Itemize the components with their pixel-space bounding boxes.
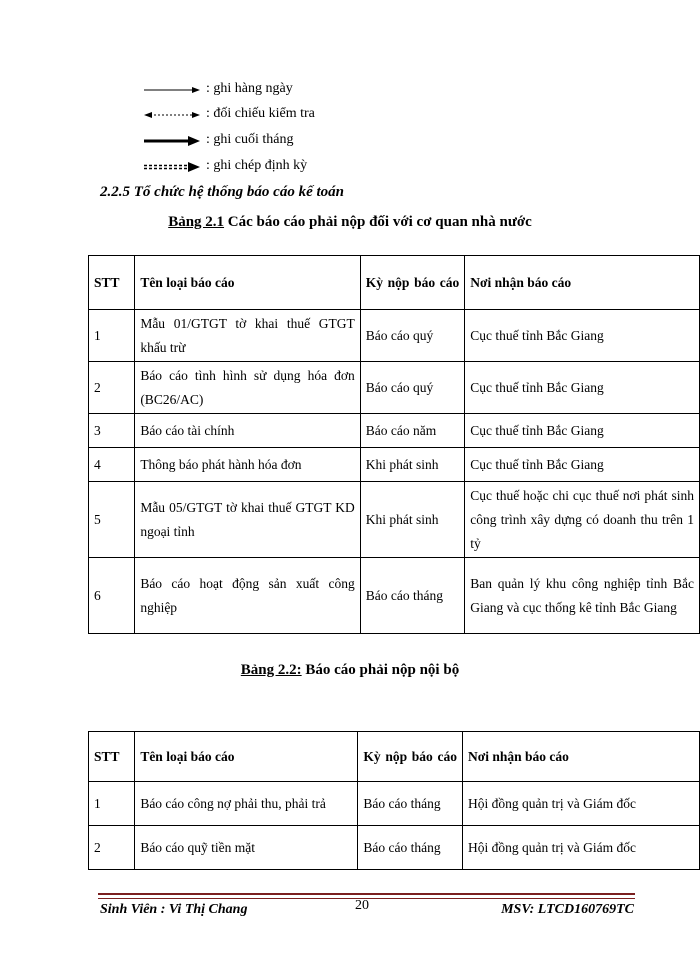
table-row bbox=[89, 782, 700, 826]
cell-period: Báo cáo tháng bbox=[358, 826, 463, 870]
header-period: Kỳ nộp báo cáo bbox=[360, 256, 465, 310]
cell-stt: 2 bbox=[89, 362, 135, 414]
table1-caption-title: Các báo cáo phải nộp đối với cơ quan nhà nước bbox=[224, 214, 532, 230]
cell-recipient: Cục thuế hoặc chi cục thuế nơi phát sinh công trình xây dựng có doanh thu trên 1 tỷ bbox=[465, 482, 700, 558]
cell-stt: 6 bbox=[89, 558, 135, 634]
cell-report-name: Mẫu 01/GTGT tờ khai thuế GTGT khấu trừ bbox=[135, 310, 360, 362]
table2-caption-title: Báo cáo phải nộp nội bộ bbox=[301, 662, 460, 678]
cell-stt: 1 bbox=[89, 310, 135, 362]
cell-report-name: Mẫu 05/GTGT tờ khai thuế GTGT KD ngoại tỉnh bbox=[135, 482, 360, 558]
table-row bbox=[89, 826, 700, 870]
cell-report-name: Báo cáo tình hình sử dụng hóa đơn (BC26/AC) bbox=[135, 362, 360, 414]
header-stt: STT bbox=[89, 732, 135, 782]
cell-recipient: Cục thuế tỉnh Bắc Giang bbox=[465, 414, 700, 448]
cell-report-name: Báo cáo quỹ tiền mặt bbox=[135, 826, 358, 870]
header-report-name: Tên loại báo cáo bbox=[135, 732, 358, 782]
cell-report-name: Thông báo phát hành hóa đơn bbox=[135, 448, 360, 482]
table-row bbox=[89, 362, 700, 414]
table-row bbox=[89, 448, 700, 482]
dotted-double-arrow-icon bbox=[142, 105, 202, 125]
cell-stt: 1 bbox=[89, 782, 135, 826]
dashed-thick-arrow-icon bbox=[142, 157, 202, 177]
table-header-row bbox=[89, 732, 700, 782]
table-row bbox=[89, 414, 700, 448]
cell-period: Khi phát sinh bbox=[360, 448, 465, 482]
header-period: Kỳ nộp báo cáo bbox=[358, 732, 463, 782]
table-row bbox=[89, 558, 700, 634]
legend-label: : ghi cuối tháng bbox=[206, 132, 294, 147]
cell-period: Báo cáo quý bbox=[360, 310, 465, 362]
cell-stt: 3 bbox=[89, 414, 135, 448]
table-row bbox=[89, 482, 700, 558]
table1 bbox=[88, 255, 700, 634]
page-number: 20 bbox=[355, 898, 369, 913]
cell-period: Báo cáo tháng bbox=[358, 782, 463, 826]
header-recipient: Nơi nhận báo cáo bbox=[463, 732, 700, 782]
legend-label: : đối chiếu kiểm tra bbox=[206, 106, 315, 121]
cell-recipient: Ban quản lý khu công nghiệp tỉnh Bắc Giang và cục thống kê tỉnh Bắc Giang bbox=[465, 558, 700, 634]
footer-student: Sinh Viên : Vi Thị Chang bbox=[100, 902, 248, 917]
thick-arrow-icon bbox=[142, 131, 202, 151]
cell-period: Báo cáo năm bbox=[360, 414, 465, 448]
table1-caption-label: Bảng 2.1 bbox=[168, 214, 225, 230]
header-recipient: Nơi nhận báo cáo bbox=[465, 256, 700, 310]
legend-item-periodic bbox=[142, 157, 462, 177]
section-heading: 2.2.5 Tổ chức hệ thống báo cáo kế toán bbox=[100, 184, 344, 200]
cell-recipient: Cục thuế tỉnh Bắc Giang bbox=[465, 362, 700, 414]
cell-period: Khi phát sinh bbox=[360, 482, 465, 558]
table2 bbox=[88, 731, 700, 870]
legend-item-month-end bbox=[142, 131, 462, 151]
cell-stt: 4 bbox=[89, 448, 135, 482]
table1-caption bbox=[0, 214, 700, 231]
cell-period: Báo cáo tháng bbox=[360, 558, 465, 634]
cell-recipient: Cục thuế tỉnh Bắc Giang bbox=[465, 448, 700, 482]
cell-period: Báo cáo quý bbox=[360, 362, 465, 414]
footer-student-id: MSV: LTCD160769TC bbox=[501, 902, 634, 917]
footer-divider bbox=[98, 893, 635, 895]
solid-arrow-icon bbox=[142, 80, 202, 100]
cell-stt: 2 bbox=[89, 826, 135, 870]
cell-recipient: Hội đồng quản trị và Giám đốc bbox=[463, 826, 700, 870]
legend-label: : ghi chép định kỳ bbox=[206, 158, 308, 173]
cell-report-name: Báo cáo tài chính bbox=[135, 414, 360, 448]
cell-recipient: Cục thuế tỉnh Bắc Giang bbox=[465, 310, 700, 362]
cell-report-name: Báo cáo công nợ phải thu, phải trả bbox=[135, 782, 358, 826]
cell-recipient: Hội đồng quản trị và Giám đốc bbox=[463, 782, 700, 826]
table-header-row bbox=[89, 256, 700, 310]
table2-caption-label: Bảng 2.2: bbox=[240, 662, 302, 678]
legend-label: : ghi hàng ngày bbox=[206, 81, 293, 96]
table-row bbox=[89, 310, 700, 362]
header-stt: STT bbox=[89, 256, 135, 310]
cell-report-name: Báo cáo hoạt động sản xuất công nghiệp bbox=[135, 558, 360, 634]
table2-caption bbox=[0, 662, 700, 679]
cell-stt: 5 bbox=[89, 482, 135, 558]
header-report-name: Tên loại báo cáo bbox=[135, 256, 360, 310]
legend-item-daily bbox=[142, 80, 462, 100]
legend-item-check bbox=[142, 105, 462, 125]
